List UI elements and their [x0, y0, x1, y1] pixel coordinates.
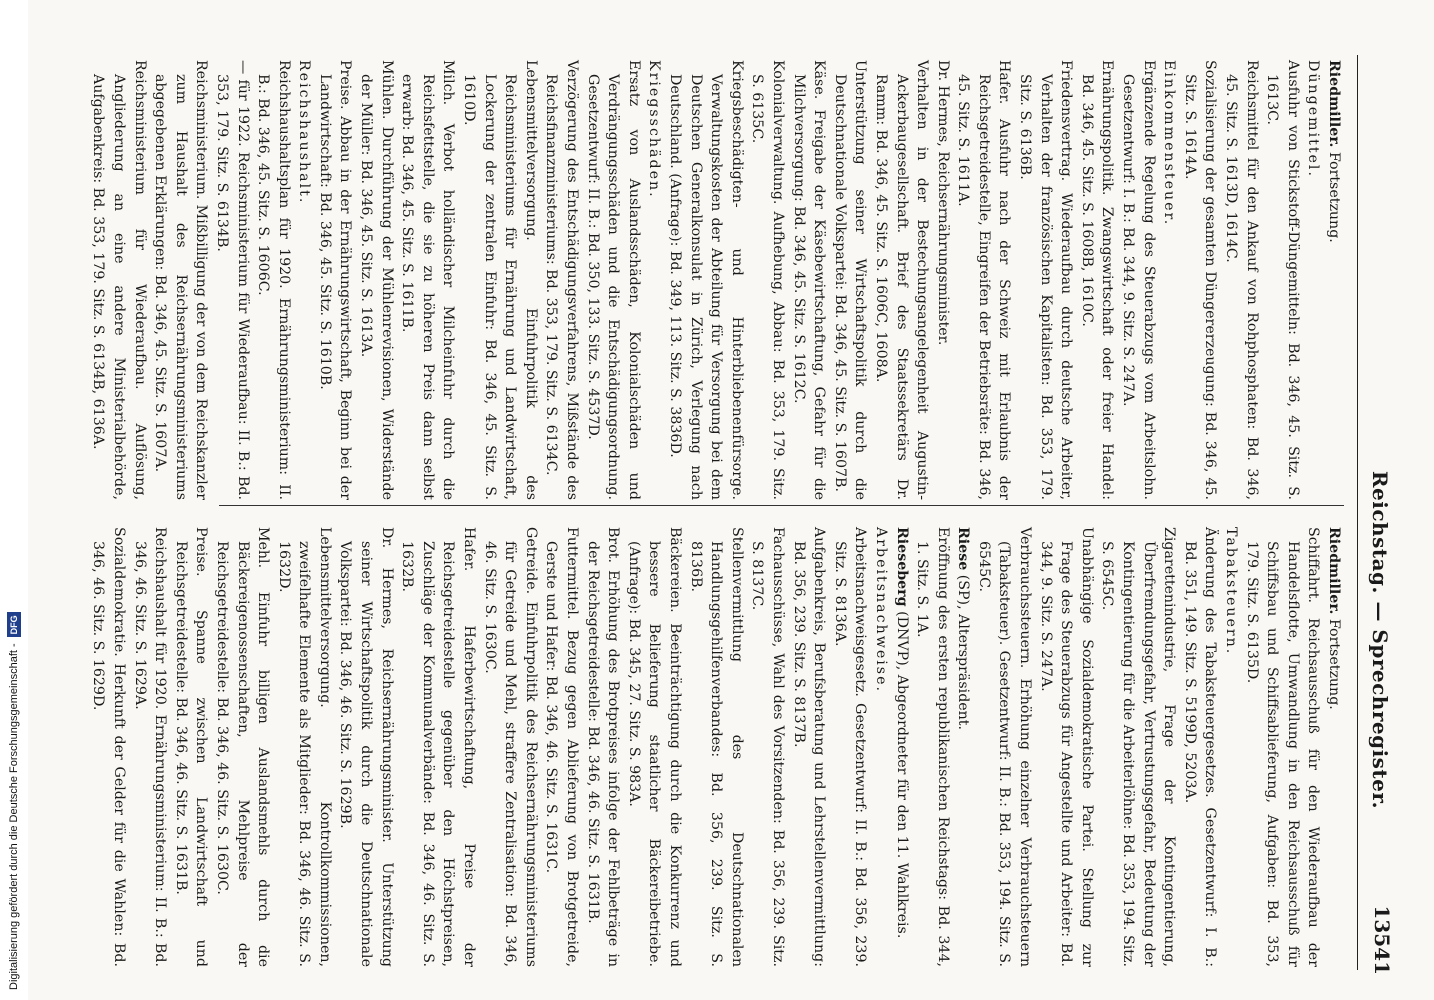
- page-header-title: Reichstag. — Sprechregister.: [1368, 470, 1392, 810]
- register-entry: [891, 527, 912, 967]
- register-line: Friedensvertrag. Wiederaufbau durch deutsche Arbeiter, Verhalten der französischen Kapitalisten: Bd. 353, 179. Sitz. S. 6136B.: [1017, 60, 1075, 500]
- register-line: Unabhängige Sozialdemokratische Partei. Stellung zur Frage des Steuerabzugs für Angestellte und Arbeiter: Bd. 344, 9. Sitz. S. 247A.: [1037, 527, 1095, 967]
- register-entry: [953, 527, 974, 967]
- register-line: Verhalten in der Bestechungsangelegenheit Augustin-Ackerbaugesellschaft. Brief des Staatssekretärs Dr. Ramm: Bd. 346, 45. Sitz. S. 1606C, 1608A.: [872, 60, 931, 500]
- register-line: Ausfuhr von Stickstoff-Düngemitteln: Bd. 346, 45. Sitz. S. 1613C.: [1264, 60, 1301, 500]
- register-line: Ergänzende Regelung des Steuerabzugs vom Arbeitslohn. Gesetzentwurf: I. B.: Bd. 344, 9. Sitz. S. 247A.: [1120, 60, 1157, 500]
- register-line: Lebensmittelversorgung. Einfuhrpolitik des Reichsministeriums für Ernährung und Landwirtschaft, Lockerung der zentralen Einfuhr: Bd. 346, 45. Sitz. S. 1610D.: [461, 60, 539, 500]
- register-line: Dr. Hermes, Reichsernährungsminister. Unterstützung seiner Wirtschaftspolitik durch die Deutschnationale Volkspartei: Bd. 346, 46. Sitz. S. 1629B.: [337, 527, 395, 967]
- register-line: Reichshaushaltsplan für 1920. Ernährungsministerium: II. B.: Bd. 346, 45. Sitz. S. 1606C.: [255, 60, 292, 500]
- entry-party: (DNVP), Abgeordneter für den 11. Wahlkreis.: [893, 611, 910, 939]
- register-line: Zigarettenindustrie, Frage der Kontingentierung, Überfremdungsgefahr, Vertrustungsgefahr, Bedeutung der Kontingentierung für die Arbeiterlöhne: Bd. 353, 194. Sitz. S. 6545C.: [1099, 527, 1178, 967]
- register-line: Schiffahrt. Reichsausschuß für den Wiederaufbau der Handelsflotte, Umwandlung in den Reichsausschuß für Schiffsbau und Schiffsablieferung, Aufgaben: Bd. 353, 179. Sitz. S. 6135D.: [1243, 527, 1322, 967]
- subject-heading: Tabaksteuern.: [1223, 527, 1240, 656]
- register-line: Aufgabenkreis, Berufsberatung und Lehrstellenvermittlung: Bd. 356, 239. Sitz. S. 8137B.: [790, 527, 828, 967]
- digitization-credit-strip: [0, 0, 28, 1000]
- register-line: Eröffnung des ersten republikanischen Reichstags: Bd. 344, 1. Sitz. S. 1A.: [914, 527, 951, 967]
- register-line: Preise. Abbau in der Ernährungswirtschaft, Beginn bei der Landwirtschaft: Bd. 346, 45. Sitz. S. 1610B.: [316, 60, 354, 500]
- register-line: Reichsministerium. Mißbilligung der von dem Reichskanzler zum Haushalt des Reichsernährungsministeriums abgegebenen Erklärungen: Bd. 346, 45. Sitz. S. 1607A.: [152, 60, 210, 500]
- register-line: — für 1922. Reichsministerium für Wiederaufbau: II. B.: Bd. 353, 179. Sitz. S. 6134B.: [213, 60, 251, 500]
- register-line: Unterstützung seiner Wirtschaftspolitik durch die Deutschnationale Volkspartei: Bd. 346, 45. Sitz. S. 1607B.: [831, 60, 869, 500]
- register-line: Reichsministerium für Wiederaufbau. Auflösung, Angliederung an eine andere Ministerialbehörde, Aufgabenkreis: Bd. 353, 179. Sitz. S. 6134B, 6136A.: [90, 60, 148, 500]
- subject-heading: Einkommensteuer.: [1161, 60, 1178, 227]
- register-column-right: [88, 527, 1344, 967]
- register-line: Brot. Erhöhung des Brotpreises infolge der Fehlbeträge in der Reichsgetreidestelle: Bd. 346, 46. Sitz. S. 1631B.: [584, 527, 622, 967]
- credit-text: Digitalisierung gefördert durch die Deutsche Forschungsgemeinschaft -: [8, 643, 20, 990]
- register-line: Mühlen. Durchführung der Mühlenrevisionen, Widerstände der Müller: Bd. 346, 45. Sitz. S. 1613A.: [358, 60, 395, 500]
- register-line: Reichsmittel für den Ankauf von Rohphosphaten: Bd. 346, 45. Sitz. S. 1613D, 1614C.: [1223, 60, 1260, 500]
- digitization-credit: [0, 0, 28, 1000]
- dfg-logo: DFG: [7, 612, 21, 637]
- register-line: Ernährungspolitik. Zwangswirtschaft oder freier Handel: Bd. 346, 45. Sitz. S. 1608B, 1610C.: [1078, 60, 1116, 500]
- register-line: Getreide. Einfuhrpolitik des Reichsernährungsministeriums für Getreide und Mehl, straffere Zentralisation: Bd. 346, 46. Sitz. S. 1630C.: [481, 527, 539, 967]
- header-rule: [1357, 55, 1358, 970]
- register-line: Milch. Verbot holländischer Milcheinfuhr durch die Reichsfettstelle, die sie zu höheren Preis dann selbst erwarb: Bd. 346, 45. Sitz. S. 1611B.: [399, 60, 457, 500]
- subject-heading: Kriegsschäden.: [646, 60, 663, 199]
- entry-name: Riedmiller.: [1326, 60, 1342, 148]
- register-line: Preise. Spanne zwischen Landwirtschaft und Reichsgetreidestelle: Bd. 346, 46. Sitz. S. 1631B.: [172, 527, 210, 967]
- register-line: Hafer. Haferbewirtschaftung, Preise der Reichsgetreidestelle gegenüber den Höchstpreisen, Zuschläge der Kommunalverbände: Bd. 346, 46. Sitz. S. 1632B.: [399, 527, 478, 967]
- register-line: Reichshaushalt für 1920. Ernährungsministerium: II. B.: Bd. 346, 46. Sitz. S. 1629A.: [131, 527, 169, 967]
- register-line: Lebensmittelversorgung. Kontrollkommissionen, zweifelhafte Elemente als Mitglieder: Bd. 346, 46. Sitz. S. 1632D.: [275, 527, 333, 967]
- subject-heading: Arbeitsnachweise.: [872, 527, 889, 693]
- entry-party: (SP), Alterspräsident.: [955, 574, 972, 731]
- register-line: Fachausschüsse, Wahl des Vorsitzenden: Bd. 356, 239. Sitz. S. 8137C.: [749, 527, 786, 967]
- entry-name: Riese: [955, 527, 972, 571]
- register-line: Änderung des Tabaksteuergesetzes. Gesetzentwurf: I. B.: Bd. 351, 149. Sitz. S. 5199D, 5203A.: [1181, 527, 1219, 967]
- entry-continuation: Fortsetzung.: [1326, 151, 1342, 243]
- register-line: Bäckereien. Beeinträchtigung durch die Konkurrenz und bessere Belieferung staatlicher Bäckereibetriebe. (Anfrage): Bd. 345, 27. Sitz. S. 983A.: [625, 527, 683, 967]
- register-entry: [1323, 527, 1344, 967]
- register-line: Dr. Hermes, Reichsernährungsminister.: [934, 60, 951, 346]
- register-line: Stellenvermittlung des Deutschnationalen Handlungsgehilfenverbandes: Bd. 356, 239. Sitz. S. 8136B.: [687, 527, 745, 967]
- entry-name: Riedmiller.: [1326, 527, 1342, 615]
- register-line: Sozialdemokratie. Herkunft der Gelder für die Wahlen: Bd. 346, 46. Sitz. S. 1629D.: [90, 527, 127, 967]
- register-line: Ersatz von Auslandsschäden, Kolonialschäden und Verdrängungsschäden und die Entschädigungsordnung. Gesetzentwurf: II. B.: Bd. 350, 133. Sitz. S. 4537D.: [584, 60, 642, 500]
- register-column-left: [88, 60, 1344, 500]
- register-line: Kriegsbeschädigten- und Hinterbliebenenfürsorge. Verwaltungskosten der Abteilung für Versorgung bei dem Deutschen Generalkonsulat in Zürich, Verlegung nach Deutschland. (Anfrage): Bd. 349, 113. Sitz. S. 3836D.: [667, 60, 745, 500]
- register-line: Sozialisierung der gesamten Düngererzeugung: Bd. 346, 45. Sitz. S. 1614A.: [1181, 60, 1219, 500]
- register-line: Kolonialverwaltung. Aufhebung, Abbau: Bd. 353, 179. Sitz. S. 6135C.: [749, 60, 786, 500]
- entry-continuation: Fortsetzung.: [1326, 618, 1342, 710]
- register-line: Futtermittel. Bezug gegen Ablieferung von Brotgetreide, Gerste und Hafer: Bd. 346, 46. Sitz. S. 1631C.: [543, 527, 581, 967]
- register-entry: [1323, 60, 1344, 500]
- entry-name: Rieseberg: [893, 527, 910, 607]
- register-line: Verzögerung des Entschädigungsverfahrens, Mißstände des Reichsfinanzministeriums: Bd. 353, 179. Sitz. S. 6134C.: [543, 60, 581, 500]
- register-line: Verbrauchssteuern. Erhöhung einzelner Verbrauchsteuern (Tabaksteuer). Gesetzentwurf: II. B.: Bd. 353, 194. Sitz. S. 6545C.: [975, 527, 1034, 967]
- subject-heading: Reichshaushalt.: [296, 60, 313, 205]
- register-line: Käse. Freigabe der Käsebewirtschaftung, Gefahr für die Milchversorgung: Bd. 346, 45. Sitz. S. 1612C.: [790, 60, 828, 500]
- register-line: Arbeitsnachweisgesetz. Gesetzentwurf: II. B.: Bd. 356, 239. Sitz. S. 8136A.: [831, 527, 869, 967]
- register-line: Mehl. Einfuhr billigen Auslandsmehls durch die Bäckereigenossenschaften, Mehlpreise der Reichsgetreidestelle: Bd. 346, 46. Sitz. S. 1630C.: [213, 527, 272, 967]
- subject-heading: Düngemittel.: [1305, 60, 1322, 178]
- register-line: Hafer. Ausfuhr nach der Schweiz mit Erlaubnis der Reichsgetreidestelle, Eingreifen der Betriebsräte: Bd. 346, 45. Sitz. S. 1611A.: [955, 60, 1013, 500]
- column-divider: [219, 505, 1344, 506]
- page-number: 13541: [1370, 905, 1394, 975]
